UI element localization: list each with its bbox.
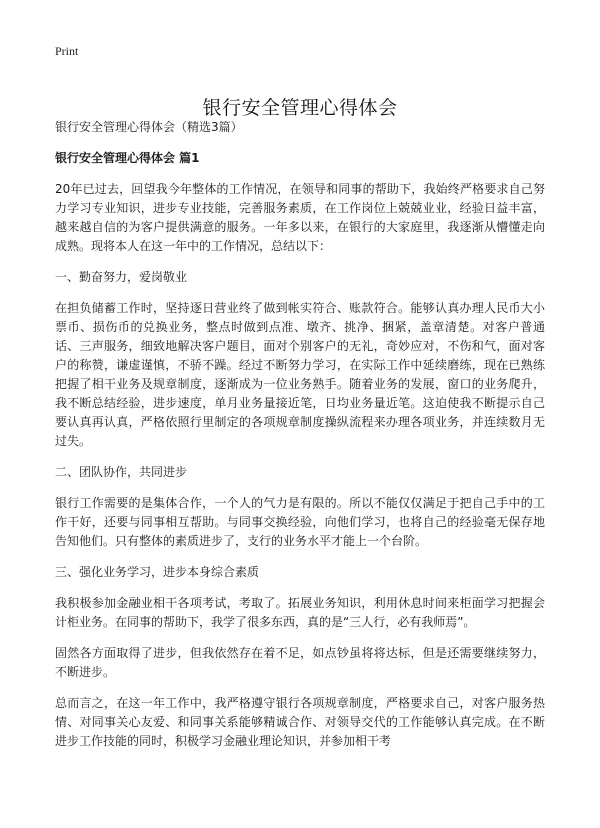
section-1-paragraph: 在担负储蓄工作时，坚持逐日营业终了做到帐实符合、账款符合。能够认真办理人民币大小票币、损伤币的兑换业务，整点时做到点准、墩齐、挑净、捆紧，盖章清楚。对客户普通话、三声服务，细致地解决客户题目，面对个别客户的无礼，奇妙应对，不伤和气，面对客户的称赞，谦虚谨慎，不骄不躁。经过不断努力学习，在实际工作中延续磨练，现在已熟练把握了相干业务及规章制度，逐渐成为一位业务熟手。随着业务的发展，窗口的业务爬升，我不断总结经验，进步速度，单月业务量接近笔，日均业务量近笔。这迫使我不断提示自己要认真再认真，严格依照行里制定的各项规章制度操纵流程来办理各项业务，并连续数月无过失。 (55, 301, 545, 448)
page-title: 银行安全管理心得体会 (202, 96, 398, 119)
section-3-paragraph: 我积极参加金融业相干各项考试，考取了。拓展业务知识，利用休息时间来柜面学习把握会计柜业务。在同事的帮助下，我学了很多东西，真的是“三人行，必有我师焉”。 (55, 596, 545, 629)
section-2-paragraph: 银行工作需要的是集体合作，一个人的气力是有限的。所以不能仅仅满足于把自己手中的工作干好，还要与同事相互帮助。与同事交换经验，向他们学习，也将自己的经验毫无保存地告知他们。只有整体的素质进步了，支行的业务水平才能上一个台阶。 (55, 496, 545, 548)
section-2-title: 二、团队协作，共同进步 (55, 465, 188, 479)
print-label: Print (55, 44, 79, 58)
article-heading: 银行安全管理心得体会 篇1 (55, 151, 200, 165)
summary-paragraph: 总而言之，在这一年工作中，我严格遵守银行各项规章制度，严格要求自己，对客户服务热情、对同事关心友爱、和同事关系能够精诚合作、对领导交代的工作能够认真完成。在不断进步工作技能的同时，积极学习金融业理论知识，并参加相干考 (55, 696, 545, 748)
section-3-title: 三、强化业务学习，进步本身综合素质 (55, 565, 260, 579)
document-body (55, 118, 545, 751)
intro-paragraph: 20年已过去，回望我今年整体的工作情况，在领导和同事的帮助下，我始终严格要求自己努力学习专业知识，进步专业技能，完善服务素质，在工作岗位上兢兢业业，经验日益丰富，越来越自信的为客户提供满意的服务。一年多以来，在银行的大家庭里，我逐渐从懵懂走向成熟。现将本人在这一年中的工作情况，总结以下： (55, 182, 545, 253)
progress-paragraph: 固然各方面取得了进步，但我依然存在着不足，如点钞虽将将达标，但是还需要继续努力，不断进步。 (55, 646, 545, 679)
document-subtitle: 银行安全管理心得体会（精选3篇） (55, 120, 243, 134)
section-1-title: 一、勤奋努力，爱岗敬业 (55, 270, 188, 284)
